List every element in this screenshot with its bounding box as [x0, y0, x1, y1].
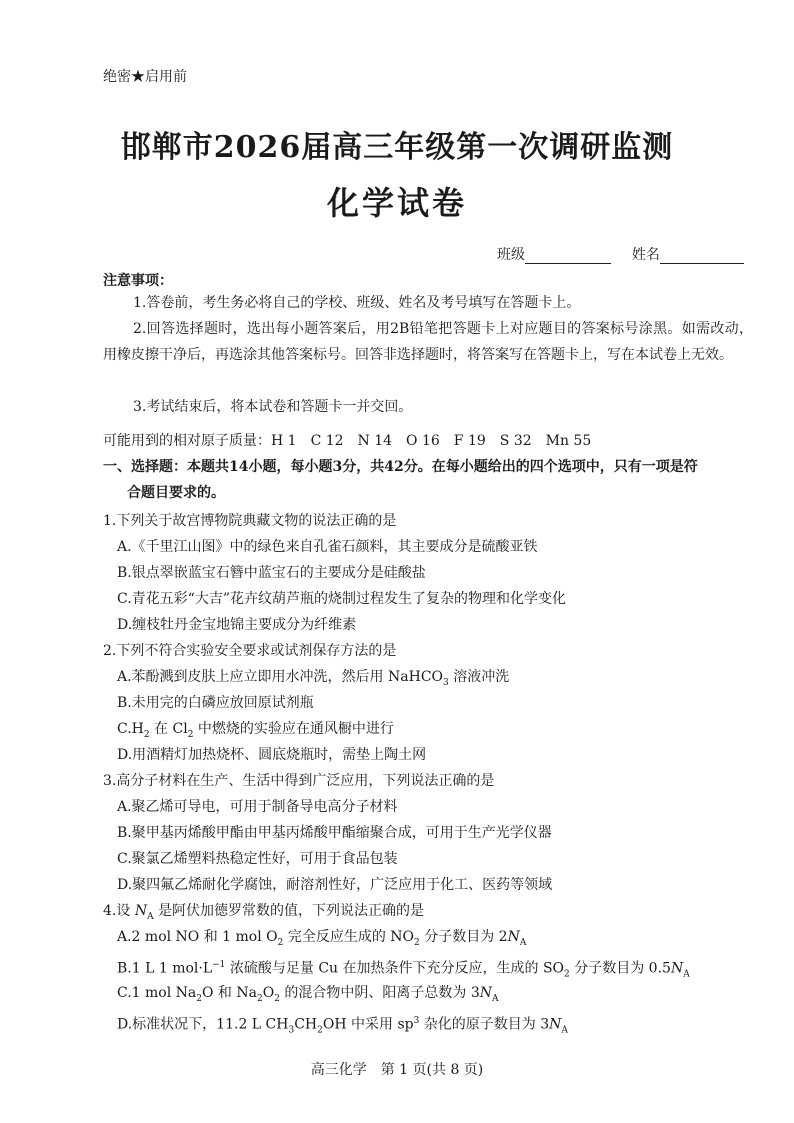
section-1-heading [103, 454, 758, 506]
notice-heading: 注意事项： [103, 273, 173, 289]
q2-stem: 2.下列不符合实验安全要求或试剂保存方法的是 [103, 643, 397, 659]
q4-option-c: C.1 mol $Na_2O$ 和 $Na_2O_2$ 的混合物中阴、阳离子总数为 $3N_A$ [117, 985, 499, 1004]
notice-item-1: 1.答卷前，考生务必将自己的学校、班级、姓名及考号填写在答题卡上。 [133, 295, 581, 311]
class-blank[interactable] [525, 249, 611, 264]
q2-option-c: $C.H_2$ 在 $Cl_2$ 中燃烧的实验应在通风橱中进行 [117, 721, 394, 740]
page-footer: 高三化学 第 1 页(共 8 页) [310, 1062, 484, 1078]
q3-option-c: C.聚氯乙烯塑料热稳定性好，可用于食品包装 [117, 851, 398, 867]
q3-option-d: D.聚四氟乙烯耐化学腐蚀，耐溶剂性好，广泛应用于化工、医药等领域 [117, 877, 553, 893]
q2-option-b: B.未用完的白磷应放回原试剂瓶 [117, 695, 314, 711]
q3-option-a: A.聚乙烯可导电，可用于制备导电高分子材料 [117, 799, 398, 815]
class-label: 班级 [497, 247, 525, 263]
q4-option-b: B.1 L 1 $mol\cdot L^{-1}$ 浓硫酸与足量 Cu 在加热条件下充分反应，生成的 $SO_2$ 分子数目为 $0.5N_A$ [117, 960, 690, 980]
confidential-mark: 绝密★启用前 [103, 69, 187, 85]
exam-subtitle: 化学试卷 [326, 184, 467, 222]
q4-stem: 4.设 $N_A$ 是阿伏加德罗常数的值，下列说法正确的是 [103, 903, 425, 922]
q1-option-b: B.银点翠嵌蓝宝石簪中蓝宝石的主要成分是硅酸盐 [117, 565, 426, 581]
class-name-fields [497, 244, 744, 264]
section-1-line-2: 合题目要求的。 [127, 485, 225, 501]
name-blank[interactable] [660, 249, 744, 264]
q3-option-b: B.聚甲基丙烯酸甲酯由甲基丙烯酸甲酯缩聚合成，可用于生产光学仪器 [117, 825, 552, 841]
atomic-masses: 可能用到的相对原子质量：H 1 C 12 N 14 O 16 F 19 S 32 Mn 55 [103, 433, 592, 449]
q4-option-d: D.标准状况下，11.2 L $CH_3CH_2OH$ 中采用 $sp^3$ 杂化的原子数目为 $3N_A$ [117, 1016, 568, 1036]
notice-item-3: 3.考试结束后，将本试卷和答题卡一并交回。 [133, 399, 413, 415]
q2-option-d: D.用酒精灯加热烧杯、圆底烧瓶时，需垫上陶土网 [117, 747, 427, 763]
notice-item-2: 2.回答选择题时，选出每小题答案后，用2B铅笔把答题卡上对应题目的答案标号涂黑。如需改动，用橡皮擦干净后，再选涂其他答案标号。回答非选择题时，将答案写在答题卡上，写在本试卷上无效。 [103, 321, 753, 363]
q1-stem: 1.下列关于故宫博物院典藏文物的说法正确的是 [103, 513, 397, 529]
q3-stem: 3.高分子材料在生产、生活中得到广泛应用，下列说法正确的是 [103, 773, 495, 789]
section-1-line-1: 一、选择题：本题共14小题，每小题3分，共42分。在每小题给出的四个选项中，只有一项是符 [103, 459, 698, 475]
exam-title: 邯郸市2026届高三年级第一次调研监测 [120, 130, 674, 165]
q1-option-c: C.青花五彩“大吉”花卉纹葫芦瓶的烧制过程发生了复杂的物理和化学变化 [117, 591, 566, 607]
q1-option-a: A.《千里江山图》中的绿色来自孔雀石颜料，其主要成分是硫酸亚铁 [117, 539, 538, 555]
q4-option-a: A.2 mol NO 和 1 mol $O_2$ 完全反应生成的 $NO_2$ 分子数目为 $2N_A$ [117, 929, 527, 948]
q1-option-d: D.缠枝牡丹金宝地锦主要成分为纤维素 [117, 617, 357, 633]
q2-option-a: A.苯酚溅到皮肤上应立即用水冲洗，然后用 NaHCO$_3$ 溶液冲洗 [117, 669, 510, 688]
name-label: 姓名 [631, 247, 660, 263]
